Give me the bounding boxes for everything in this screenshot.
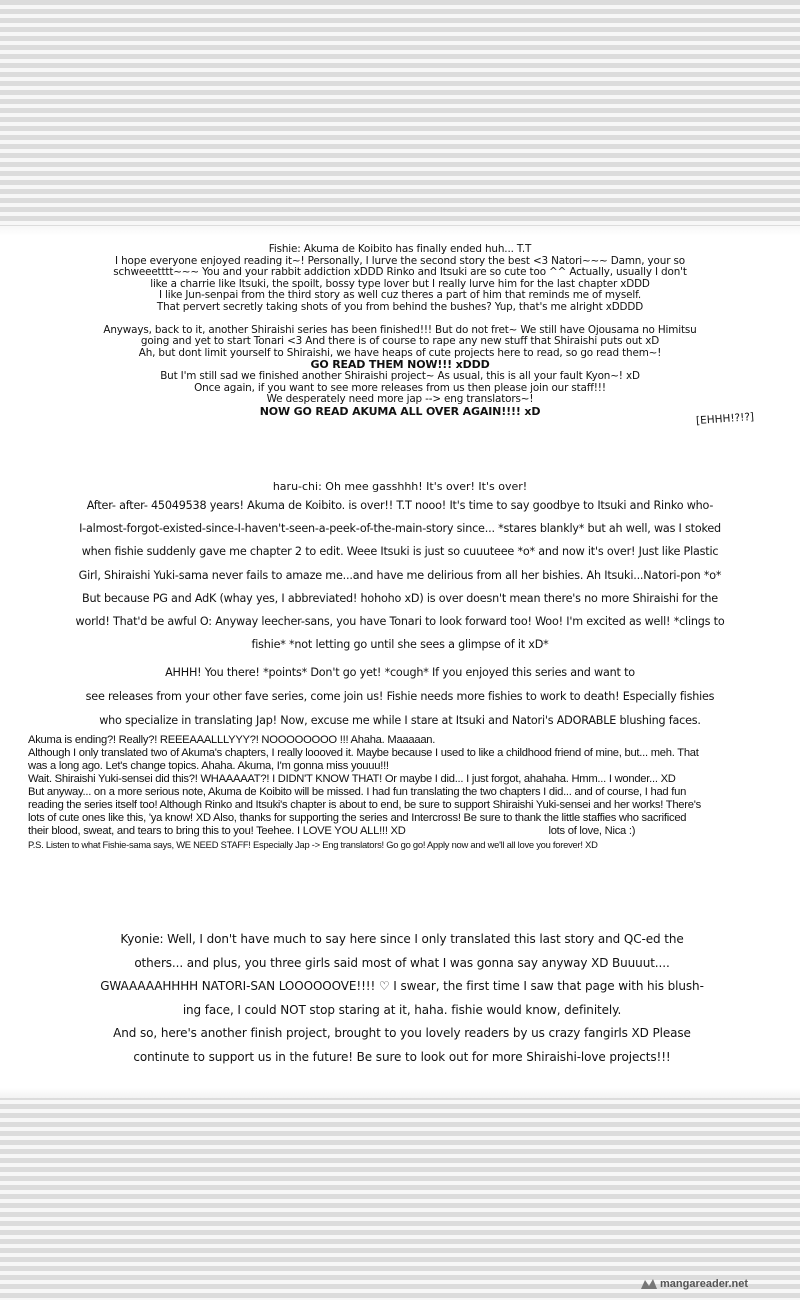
fishie-aside: [EHHH!?!?] — [695, 410, 755, 428]
nica-last-line — [28, 825, 788, 838]
fishie-line: We desperately need more jap --> eng translators~! — [266, 394, 534, 406]
kyonie-line: others... and plus, you three girls said most of what I was gonna say anyway XD Buuuut.... — [134, 955, 670, 970]
haru-line: when fishie suddenly gave me chapter 2 to edit. Weee Itsuki is just so cuuuteee *o* and now it's over! Just like Plastic — [81, 545, 719, 559]
nica-note — [28, 734, 788, 851]
fishie-line: I like Jun-senpai from the third story as well cuz theres a part of him that reminds me of myself. — [158, 290, 642, 302]
kyonie-line: Kyonie: Well, I don't have much to say here since I only translated this last story and QC-ed the — [120, 932, 684, 946]
haru-heading: haru-chi: Oh mee gasshhh! It's over! It's over! — [272, 480, 528, 493]
fishie-line: Fishie: Akuma de Koibito has finally ended huh... T.T — [268, 244, 532, 255]
kyonie-note — [22, 928, 782, 1070]
haru-line: fishie* *not letting go until she sees a glimpse of it xD* — [251, 638, 549, 652]
fishie-note — [20, 244, 780, 417]
haru-line: who specialize in translating Jap! Now, excuse me while I stare at Itsuki and Natori's ADORABLE blushing faces. — [99, 714, 701, 727]
kyonie-line: And so, here's another finish project, brought to you lovely readers by us crazy fangirls XD Please — [113, 1026, 691, 1041]
nica-line: reading the series itself too! Although Rinko and Itsuki's chapter is about to end, be sure to support Shiraishi Yuki-sensei and her works! There's — [28, 799, 701, 811]
fishie-line: NOW GO READ AKUMA ALL OVER AGAIN!!!! xD — [259, 405, 541, 418]
fishie-spacer — [20, 314, 780, 325]
haru-note — [0, 494, 800, 656]
fishie-line: like a charrie like Itsuki, the spoilt, bossy type lover but I really lurve him for the last chapter xDDD — [150, 278, 650, 290]
fishie-line: I hope everyone enjoyed reading it~! Personally, I lurve the second story the best <3 Natori~~~ Damn, your so — [115, 255, 685, 267]
haru-line: I-almost-forgot-existed-since-I-haven't-seen-a-peek-of-the-main-story since... *stares blankly* but ah well, was I stoked — [79, 522, 721, 536]
nica-postscript: P.S. Listen to what Fishie-sama says, WE NEED STAFF! Especially Jap -> Eng translators! Go go go! Apply now and we'll all love you forever! XD — [28, 839, 598, 850]
nica-line: But anyway... on a more serious note, Akuma de Koibito will be missed. I had fun translating the two chapters I did... and of course, I had fun — [28, 786, 687, 798]
fishie-line: schweeetttt~~~ You and your rabbit addiction xDDD Rinko and Itsuki are so cute too ^^ Actually, usually I don't — [113, 267, 687, 279]
fishie-line: But I'm still sad we finished another Shiraishi project~ As usual, this is all your fault Kyon~! xD — [160, 370, 640, 382]
watermark-link[interactable]: mangareader.net — [660, 1278, 749, 1290]
kyonie-line: ing face, I could NOT stop staring at it, haha. fishie would know, definitely. — [182, 1002, 622, 1017]
haru-line: see releases from your other fave series, come join us! Fishie needs more fishies to work to death! Especially fishies — [85, 690, 715, 703]
mangareader-logo-icon — [640, 1277, 658, 1291]
haru-line: After- after- 45049538 years! Akuma de Koibito. is over!! T.T nooo! It's time to say goodbye to Itsuki and Rinko who- — [86, 499, 714, 512]
fishie-line: Anyways, back to it, another Shiraishi series has been finished!!! But do not fret~ We still have Ojousama no Himitsu — [103, 324, 697, 336]
nica-line: lots of cute ones like this, 'ya know! XD Also, thanks for supporting the series and Intercross! Be sure to thank the little staffies who sacrificed — [28, 812, 687, 824]
haru-line: But because PG and AdK (whay yes, I abbreviated! hohoho xD) is over doesn't mean there's no more Shiraishi for the — [82, 591, 718, 605]
haru-line: Girl, Shiraishi Yuki-sama never fails to amaze me...and have me delirious from all her bishies. Ah Itsuki...Natori-pon *o* — [78, 568, 722, 582]
kyonie-line: continute to support us in the future! Be sure to look out for more Shiraishi-love projects!!! — [133, 1049, 671, 1064]
nica-last-text: their blood, sweat, and tears to bring this to you! Teehee. I LOVE YOU ALL!!! XD — [28, 825, 406, 837]
haru-line: AHHH! You there! *points* Don't go yet! *cough* If you enjoyed this series and want to — [165, 666, 635, 679]
nica-line: Akuma is ending?! Really?! REEEAAALLLYYY?! NOOOOOOOO !!! Ahaha. Maaaaan. — [28, 734, 436, 746]
kyonie-line: GWAAAAAHHHH NATORI-SAN LOOOOOOVE!!!! ♡ I swear, the first time I saw that page with his blush- — [100, 979, 704, 994]
nica-signoff: lots of love, Nica :) — [548, 825, 636, 837]
fishie-line: That pervert secretly taking shots of you from behind the bushes? Yup, that's me alright xDDDD — [156, 301, 644, 313]
haru-line: world! That'd be awful O: Anyway leecher-sans, you have Tonari to look forward too! Woo! I'm excited as well! *clings to — [75, 615, 725, 629]
fishie-line: Once again, if you want to see more releases from us then please join our staff!!! — [194, 382, 606, 394]
nica-line: Wait. Shiraishi Yuki-sensei did this?! WHAAAAAT?! I DIDN'T KNOW THAT! Or maybe I did... I just forgot, ahahaha. Hmm... I wonder... XD — [28, 773, 676, 785]
haru-note-recruit — [15, 661, 785, 733]
fishie-line: going and yet to start Tonari <3 And there is of course to rape any new stuff that Shiraishi puts out xD — [140, 336, 660, 348]
nica-line: was a long ago. Let's change topics. Ahaha. Akuma, I'm gonna miss youuu!!! — [28, 760, 389, 772]
nica-line: Although I only translated two of Akuma's chapters, I really loooved it. Maybe because I used to like a childhood friend of mine, but... meh. That — [28, 747, 699, 759]
fishie-line: GO READ THEM NOW!!! xDDD — [310, 359, 490, 371]
fishie-line: Ah, but dont limit yourself to Shiraishi, we have heaps of cute projects here to read, so go read them~! — [138, 347, 662, 359]
